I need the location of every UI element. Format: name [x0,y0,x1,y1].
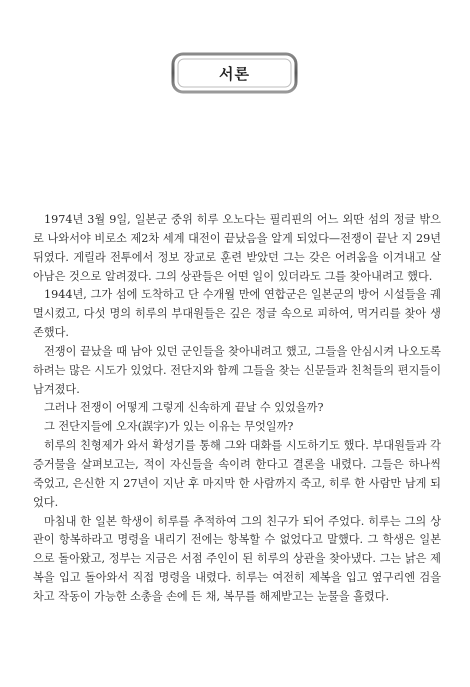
paragraph: 마침내 한 일본 학생이 히루를 추적하여 그의 친구가 되어 주었다. 히루는 그의 상관이 항복하라고 명령을 내리기 전에는 항복할 수 없었다고 말했다. 그 학생은 일본으로 돌아왔고, 정부는 지금은 서점 주인이 된 히루의 상관을 찾아냈다. 그는 낡은 제복을 입고 돌아와서 직접 명령을 내렸다. 히루는 여전히 제복을 입고 옆구리엔 검을 차고 작동이 가능한 소총을 손에 든 채, 복무를 해제받고는 눈물을 흘렸다. [33,514,441,603]
paragraph: 그 전단지들에 오자(誤字)가 있는 이유는 무엇일까? [44,420,294,434]
paragraph: 1944년, 그가 섬에 도착하고 단 수개월 만에 연합군은 일본군의 방어 시설들을 궤멸시켰고, 다섯 명의 히루의 부대원들은 깊은 정글 속으로 피하여, 먹거리를 찾아 생존했다. [33,288,441,340]
body-text [33,211,441,607]
paragraph: 그러나 전쟁이 어떻게 그렇게 신속하게 끝날 수 있었을까? [44,401,324,415]
paragraph: 전쟁이 끝났을 때 남아 있던 군인들을 찾아내려고 했고, 그들을 안심시켜 나오도록 하려는 많은 시도가 있었다. 전단지와 함께 그들을 찾는 신문들과 친척들의 편지들이 남겨졌다. [33,344,441,396]
paragraph: 1974년 3월 9일, 일본군 중위 히루 오노다는 필리핀의 어느 외딴 섬의 정글 밖으로 나와서야 비로소 제2차 세계 대전이 끝났음을 알게 되었다—전쟁이 끝난 지 29년 뒤였다. 게릴라 전투에서 정보 장교로 훈련 받았던 그는 갖은 어려움을 이겨내고 살아남은 것으로 알려졌다. 그의 상관들은 어떤 일이 있더라도 그를 찾아내려고 했다. [33,213,441,283]
paragraph: 히루의 친형제가 와서 확성기를 통해 그와 대화를 시도하기도 했다. 부대원들과 각 증거물을 살펴보고는, 적이 자신들을 속이려 한다고 결론을 내렸다. 그들은 하나씩 죽었고, 은신한 지 27년이 지난 후 마지막 한 사람까지 죽고, 히루 한 사람만 남게 되었다. [33,439,441,509]
chapter-heading-frame [171,52,298,94]
chapter-title: 서론 [219,64,250,83]
